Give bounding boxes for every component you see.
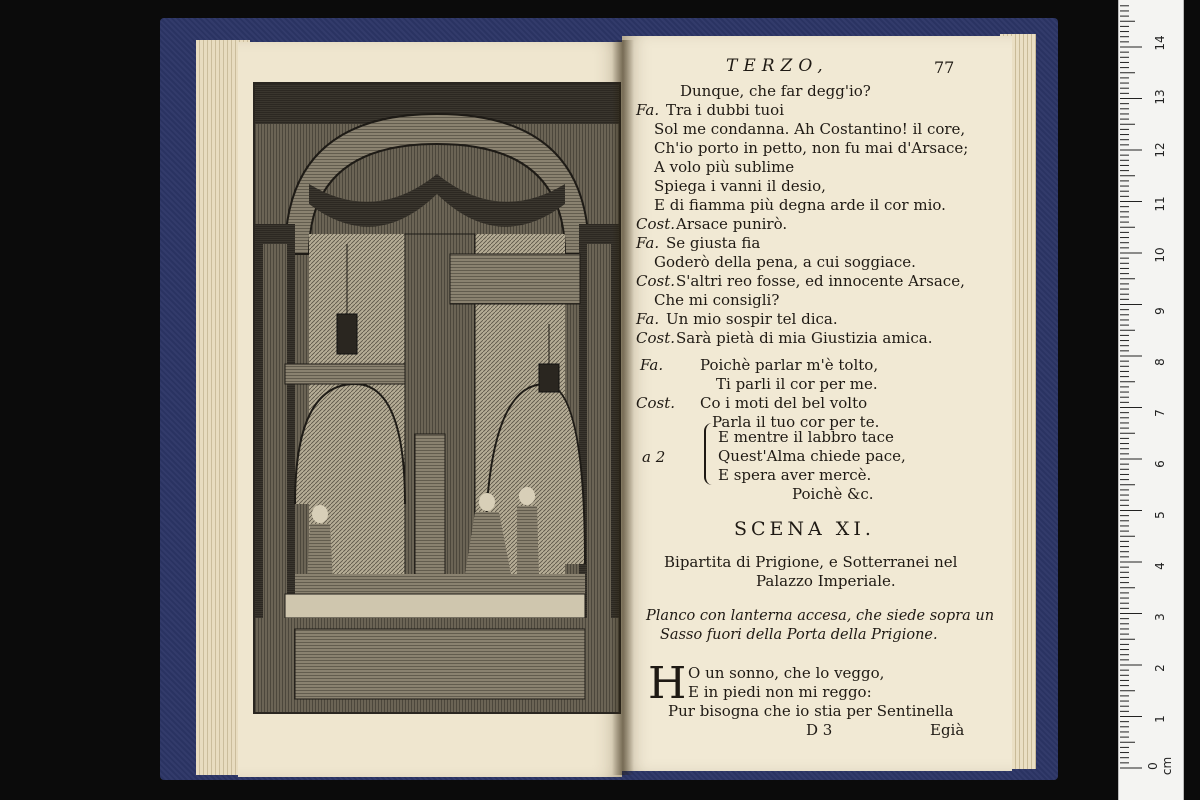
aria-line: E mentre il labbro tace — [718, 428, 894, 446]
ruler-number: 2 — [1153, 664, 1167, 672]
catchword: Egià — [930, 721, 965, 739]
measuring-ruler — [1118, 0, 1184, 800]
ruler-number: 14 — [1153, 35, 1167, 51]
stage-direction: Sasso fuori della Porta della Prigione. — [660, 627, 938, 643]
da-capo: Poichè &c. — [792, 485, 874, 503]
scene-setting: Bipartita di Prigione, e Sotterranei nel — [664, 553, 958, 571]
speaker: Fa. — [640, 356, 664, 374]
speaker: Fa. — [636, 101, 660, 119]
signature-mark: D 3 — [806, 721, 833, 739]
dialogue-text: Che mi consigli? — [654, 291, 780, 309]
dialogue-text: A volo più sublime — [654, 158, 795, 176]
drop-cap: H — [648, 658, 687, 709]
ruler-number: 6 — [1153, 460, 1167, 468]
ruler-number: 1 — [1153, 715, 1167, 723]
dialogue-text: Sarà pietà di mia Giustizia amica. — [676, 329, 933, 347]
speaker: Fa. — [636, 310, 660, 328]
ruler-number: 7 — [1153, 409, 1167, 417]
ruler-number: 8 — [1153, 358, 1167, 366]
ruler-ticks — [1119, 0, 1183, 800]
ruler-unit-label: 0 cm — [1146, 756, 1174, 776]
aria-line: E spera aver mercè. — [718, 466, 872, 484]
dialogue-text: Goderò della pena, a cui soggiace. — [654, 253, 916, 271]
speaker: Cost. — [636, 329, 676, 347]
speaker: Cost. — [636, 394, 676, 412]
dialogue-text: Un mio sospir tel dica. — [666, 310, 838, 328]
aria-line: Quest'Alma chiede pace, — [718, 447, 906, 465]
aria-line: Poichè parlar m'è tolto, — [700, 356, 879, 374]
verse-line: Pur bisogna che io stia per Sentinella — [668, 702, 954, 720]
duet-label: a 2 — [642, 448, 666, 466]
ruler-number: 5 — [1153, 511, 1167, 519]
ruler-number: 11 — [1153, 196, 1167, 212]
aria-line: Ti parli il cor per me. — [716, 375, 878, 393]
running-header: TERZO, — [726, 56, 829, 76]
ruler-number: 4 — [1153, 562, 1167, 570]
dialogue-text: Tra i dubbi tuoi — [666, 101, 785, 119]
ruler-number: 3 — [1153, 613, 1167, 621]
speaker: Cost. — [636, 272, 676, 290]
verse-line: O un sonno, che lo veggo, — [688, 664, 885, 682]
dialogue-text: Spiega i vanni il desio, — [654, 177, 826, 195]
stage-direction: Planco con lanterna accesa, che siede sopra un — [646, 608, 995, 624]
page-number: 77 — [934, 58, 955, 77]
scene-setting: Palazzo Imperiale. — [756, 572, 896, 590]
engraving-illustration — [253, 82, 621, 714]
scene-title: SCENA XI. — [734, 518, 875, 540]
ruler-number: 10 — [1153, 247, 1167, 263]
dialogue-text: S'altri reo fosse, ed innocente Arsace, — [676, 272, 965, 290]
aria-line: Parla il tuo cor per te. — [712, 413, 880, 431]
dialogue-text: Se giusta fia — [666, 234, 761, 252]
dialogue-text: Arsace punirò. — [676, 215, 788, 233]
ruler-number: 9 — [1153, 307, 1167, 315]
dialogue-text: E di fiamma più degna arde il cor mio. — [654, 196, 946, 214]
verse-line: E in piedi non mi reggo: — [688, 683, 872, 701]
aria-line: Co i moti del bel volto — [700, 394, 868, 412]
dialogue-text: Sol me condanna. Ah Costantino! il core, — [654, 120, 966, 138]
ruler-number: 12 — [1153, 142, 1167, 158]
speaker: Cost. — [636, 215, 676, 233]
book-gutter — [612, 40, 634, 775]
ruler-number: 13 — [1153, 89, 1167, 105]
dialogue-text: Ch'io porto in petto, non fu mai d'Arsace; — [654, 139, 969, 157]
speaker: Fa. — [636, 234, 660, 252]
dialogue-text: Dunque, che far degg'io? — [680, 82, 871, 100]
